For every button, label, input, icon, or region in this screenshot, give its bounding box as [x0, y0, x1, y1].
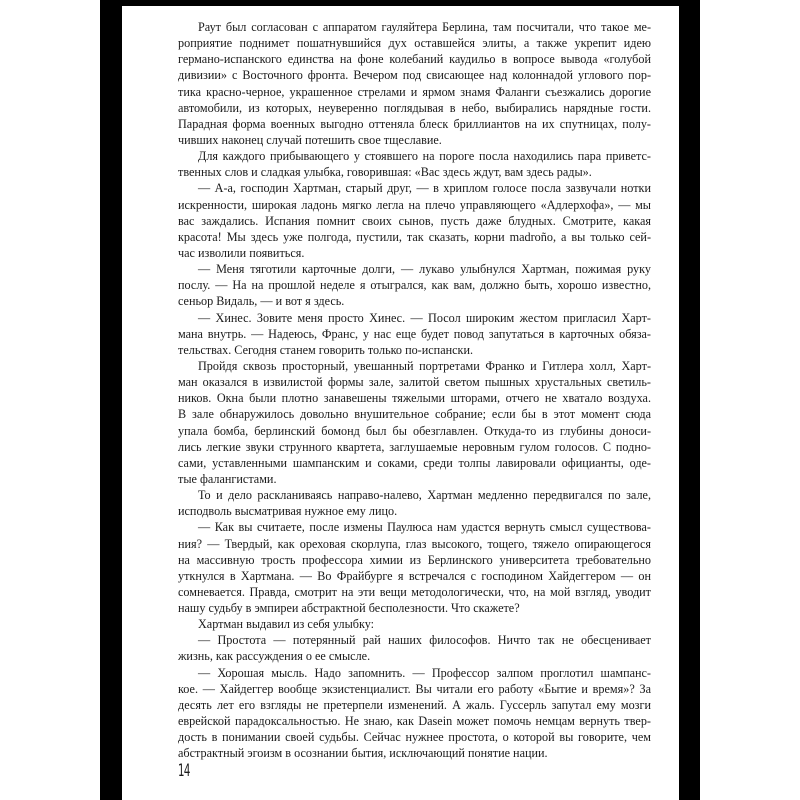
paragraph: [178, 261, 651, 309]
text-line: Парадная форма военных выгодно оттеняла блеск бриллиантов на их спутницах, полу-: [178, 116, 651, 131]
text-line: чивших наконец случай потешить свое тщеславие.: [178, 132, 442, 147]
text-line: лись легкие звуки струнного квартета, заглушаемые неровным гулом голосов. С подно-: [178, 439, 651, 454]
page-number: 14: [178, 761, 190, 781]
paragraph: [178, 148, 651, 180]
text-line: роприятие поднимет пошатнувшийся дух оставшейся элиты, а также укрепит идею: [178, 36, 651, 51]
paragraph: [178, 616, 651, 632]
paragraph: [178, 632, 651, 664]
text-line: В зале обнаружилось довольно внушительное собрание; если бы в этот момент сюда: [178, 407, 651, 422]
paragraph: [178, 665, 651, 762]
text-line: час изволили появиться.: [178, 245, 305, 260]
text-line: — Меня тяготили карточные долги, — лукаво улыбнулся Хартман, пожимая руку: [198, 262, 651, 277]
text-line: — Хорошая мысль. Надо запомнить. — Профессор залпом проглотил шампанс-: [198, 665, 651, 680]
text-line: Пройдя сквозь просторный, увешанный портретами Франко и Гитлера холл, Харт-: [198, 358, 651, 373]
paragraph: [178, 358, 651, 487]
text-line: послу. — На на прошлой неделе я отыгрался, как вам, должно быть, хорошо известно,: [178, 278, 651, 293]
text-line: сомневается. Правда, смотрит на эти вещи методологически, что, на мой взгляд, уводит: [178, 584, 651, 599]
text-line: ман оказался в извилистой формы зале, залитой светом пышных хрустальных светиль-: [178, 375, 651, 390]
text-line: Для каждого прибывающего у стоявшего на пороге посла находились пара приветс-: [198, 149, 651, 164]
scan-border-right: [679, 0, 700, 800]
text-line: еврейской парадоксальностью. Не знаю, как Dasein может помочь немцам вернуть твер-: [178, 714, 651, 729]
text-line: абстрактный эгоизм в осознании бытия, исключающий понятие нации.: [178, 746, 548, 761]
paragraph: [178, 519, 651, 616]
text-line: ников. Окна были плотно занавешены тяжелыми шторами, отчего не хватало воздуха.: [178, 391, 651, 406]
text-line: дивизии» с Восточного фронта. Вечером под свисающее над колоннадой углового пор-: [178, 68, 651, 83]
text-line: — Как вы считаете, после измены Паулюса нам удастся вернуть смысл существова-: [198, 520, 651, 535]
text-line: твенных слов и сладкая улыбка, говорившая: «Вас здесь ждут, вам здесь рады».: [178, 165, 592, 180]
text-line: автомобили, из которых, неуверенно поглядывая в небо, выбирались нарядные гости.: [178, 100, 651, 115]
text-line: тые фалангистами.: [178, 471, 277, 486]
text-line: — А-а, господин Хартман, старый друг, — в хриплом голосе посла зазвучали нотки: [198, 181, 651, 196]
paragraph: [178, 180, 651, 261]
text-line: Раут был согласован с аппаратом гауляйтера Берлина, там посчитали, что такое ме-: [198, 20, 651, 34]
text-line: нашу судьбу в эмпиреи абстрактной бесполезности. Что скажете?: [178, 601, 520, 616]
body-text: [178, 19, 651, 761]
text-line: мана внутрь. — Надеюсь, Франс, у нас еще будет повод запутаться в карточных обяза-: [178, 326, 651, 341]
text-line: вас заждались. Испания помнит своих сынов, пусть даже блудных. Смотрите, какая: [178, 213, 651, 228]
text-line: на массивную трость профессора химии из Берлинского университета требовательно: [178, 552, 651, 567]
text-line: жизнь, как рассуждения о ее смысле.: [178, 649, 371, 664]
text-line: То и дело раскланиваясь направо-налево, Хартман медленно передвигался по зале,: [198, 488, 651, 503]
paragraph: [178, 310, 651, 358]
text-line: Хартман выдавил из себя улыбку:: [198, 617, 375, 632]
text-line: десять лет его взгляды не претерпели изменений. А жаль. Гуссерль запутал ему мозги: [178, 697, 651, 712]
text-line: упала бомба, берлинский бомонд был бы обезглавлен. Откуда-то из глубины доноси-: [178, 423, 651, 438]
text-line: — Простота — потерянный рай наших философов. Ничто так не обесценивает: [198, 633, 651, 648]
text-line: тика красно-черное, украшенное стрелами и ярмом знамя Фаланги съезжались дорогие: [178, 84, 651, 99]
paragraph: [178, 19, 651, 148]
text-line: искренности, широкая ладонь мягко легла на плечо управляющего «Адлерхофа», — мы: [178, 197, 651, 212]
text-line: — Хинес. Зовите меня просто Хинес. — Посол широким жестом пригласил Харт-: [198, 310, 651, 325]
text-line: сеньор Видаль, — и вот я здесь.: [178, 294, 345, 309]
text-line: германо-испанского единства на фоне колебаний каудильо в вопросе вывода «голубой: [178, 52, 651, 67]
paragraph: [178, 487, 651, 519]
scan-border-left: [100, 0, 122, 800]
text-line: ния? — Твердый, как ореховая скорлупа, глаз высокого, тощего, тяжело опирающегося: [178, 536, 651, 551]
text-line: дость в понимании своей судьбы. Сейчас нужнее простота, о которой вы говорите, чем: [178, 730, 651, 745]
text-line: сами, уставленными шампанским и соками, среди толпы лавировали официанты, оде-: [178, 455, 651, 470]
text-line: исподволь высматривая нужное ему лицо.: [178, 504, 398, 519]
text-line: тельствах. Сегодня станем говорить только по-испански.: [178, 342, 474, 357]
text-line: кое. — Хайдеггер вообще экзистенциалист. Вы читали его работу «Бытие и время»? За: [178, 681, 651, 696]
text-line: красота! Мы здесь уже полгода, пустили, так сказать, корни madroño, а вы только сей-: [178, 229, 651, 244]
text-line: уткнулся в Хартмана. — Во Фрайбурге я встречался с господином Хайдеггером — он: [178, 568, 651, 583]
